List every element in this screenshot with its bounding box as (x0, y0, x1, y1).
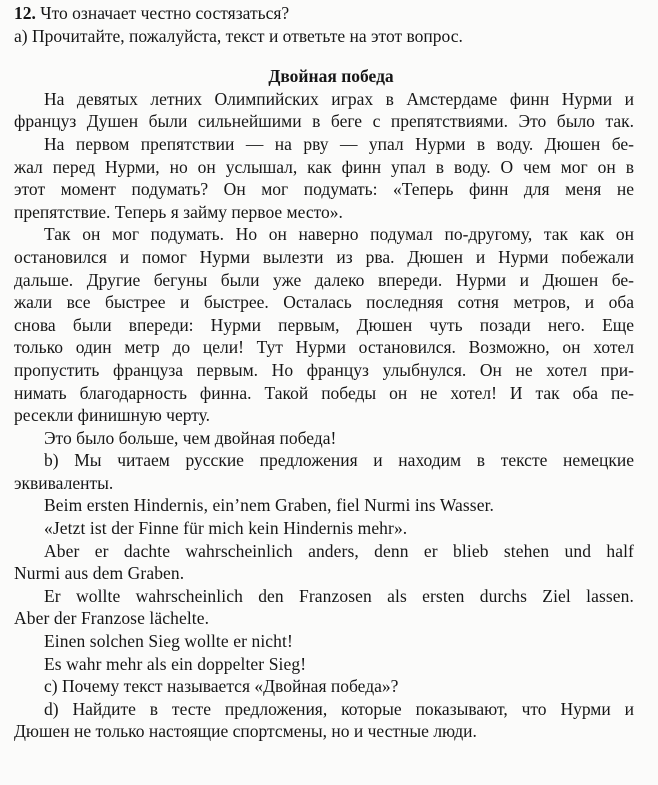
task-d-line: d) Найдите в тесте предложения, которые показывают, что Нурми и (44, 698, 634, 719)
exercise-header (14, 2, 634, 25)
german-line: Einen solchen Sieg wollte er nicht! (44, 631, 293, 652)
story-line: француз Душен были сильнейшими в беге с препятствиями. Это было так. (14, 111, 634, 132)
german-line: Nurmi aus dem Graben. (14, 563, 185, 584)
story-line: жал перед Нурми, но он услышал, как финн упал в воду. О чем мог он в (14, 156, 634, 177)
story-line: На девятых летних Олимпийских играх в Амстердаме финн Нурми и (44, 88, 634, 109)
story-line: дальше. Другие бегуны были уже далеко впереди. Нурми и Дюшен бе- (14, 269, 634, 290)
story-line: Это было больше, чем двойная победа! (44, 427, 337, 448)
german-equivalents (14, 494, 634, 675)
german-line: Aber er dachte wahrscheinlich anders, denn er blieb stehen und half (44, 540, 634, 561)
story-title: Двойная победа (268, 66, 394, 87)
story-line: На первом препятствии — на рву — упал Нурми в воду. Дюшен бе- (44, 133, 634, 154)
german-line: Aber der Franzose lächelte. (14, 608, 210, 629)
story-line: препятствие. Теперь я займу первое место». (14, 201, 343, 222)
story-line: остановился и помог Нурми вылезти из рва. Дюшен и Нурми побежали (14, 246, 634, 267)
task-b-line: b) Мы читаем русские предложения и находим в тексте немецкие (44, 450, 634, 471)
story-line: Так он мог подумать. Но он наверно подумал по-другому, так как он (44, 224, 634, 245)
task-c: с) Почему текст называется «Двойная победа»? (44, 676, 399, 697)
task-b (14, 449, 634, 494)
story-line: снова были впереди: Нурми первым, Дюшен чуть позади него. Еще (14, 314, 634, 335)
exercise-question: Что означает честно состязаться? (35, 3, 290, 23)
story-text (14, 88, 634, 450)
german-line: Er wollte wahrscheinlich den Franzosen als ersten durchs Ziel lassen. (44, 585, 634, 606)
task-a: а) Прочитайте, пожалуйста, текст и ответьте на этот вопрос. (14, 25, 463, 46)
german-line: «Jetzt ist der Finne für mich kein Hindernis mehr». (44, 518, 408, 539)
task-b-line: эквиваленты. (14, 472, 114, 493)
story-line: жали все быстрее и быстрее. Осталась последняя сотня метров, и оба (14, 292, 634, 313)
german-line: Es wahr mehr als ein doppelter Sieg! (44, 653, 307, 674)
story-line: нимать благодарность финна. Такой победы он не хотел! И так оба пе- (14, 382, 634, 403)
task-d (14, 698, 634, 743)
story-line: этот момент подумать? Он мог подумать: «Теперь финн для меня не (14, 179, 634, 200)
story-line: ресекли финишную черту. (14, 405, 211, 426)
story-line: только один метр до цели! Тут Нурми остановился. Возможно, он хотел (14, 337, 634, 358)
task-d-line: Дюшен не только настоящие спортсмены, но и честные люди. (14, 721, 477, 742)
exercise-number: 12. (14, 3, 36, 23)
story-line: пропустить француза первым. Но француз улыбнулся. Он не хотел при- (14, 359, 634, 380)
german-line: Beim ersten Hindernis, ein’nem Graben, fiel Nurmi ins Wasser. (44, 495, 495, 516)
